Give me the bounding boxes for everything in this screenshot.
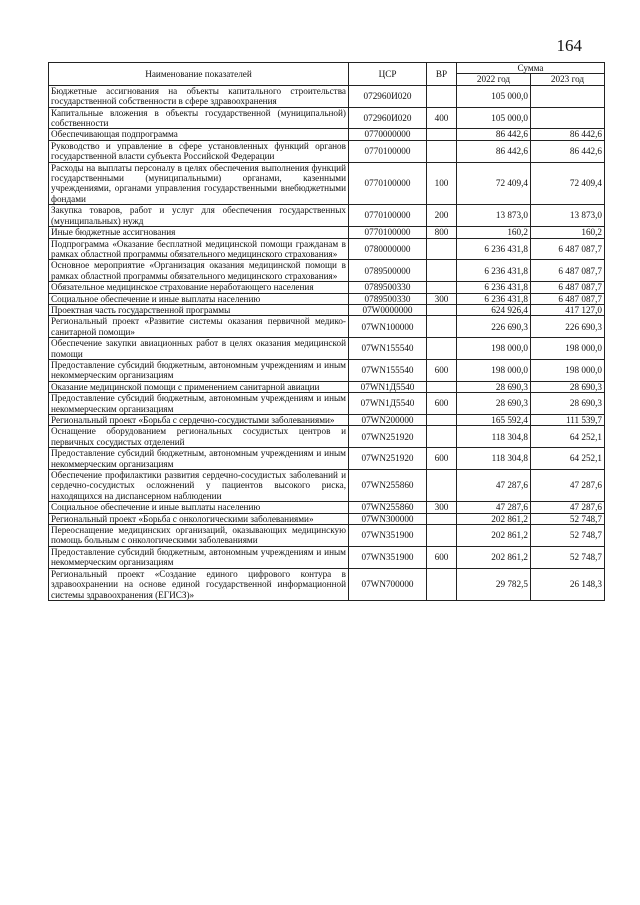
row-csr-cell: 07WN155540 [349,359,427,381]
row-csr-cell: 07WN251920 [349,426,427,448]
row-csr-cell: 07WN351900 [349,525,427,547]
row-sum-2023-cell: 111 539,7 [531,415,605,426]
row-name-cell: Переоснащение медицинских организаций, оказывающих медицинскую помощь больным с онкологическими заболеваниями [49,525,349,547]
row-sum-2023-cell: 6 487 087,7 [531,282,605,293]
row-name-cell: Предоставление субсидий бюджетным, автономным учреждениям и иным некоммерческим организациям [49,359,349,381]
row-sum-2023-cell: 198 000,0 [531,359,605,381]
table-body [49,85,605,600]
row-csr-cell: 0770100000 [349,162,427,205]
table-row [49,426,605,448]
row-sum-2023-cell: 52 748,7 [531,513,605,524]
row-csr-cell: 07WN300000 [349,513,427,524]
row-csr-cell: 07WN1Д5540 [349,393,427,415]
row-sum-2023-cell: 28 690,3 [531,393,605,415]
row-sum-2023-cell: 198 000,0 [531,338,605,360]
row-sum-2022-cell: 6 236 431,8 [457,260,531,282]
table-row [49,448,605,470]
table-row [49,129,605,140]
table-row [49,293,605,304]
row-name-cell: Обеспечение закупки авиационных работ в целях оказания медицинской помощи [49,338,349,360]
row-name-cell: Региональный проект «Борьба с сердечно-сосудистыми заболеваниями» [49,415,349,426]
row-vr-cell [427,282,457,293]
row-name-cell: Бюджетные ассигнования на объекты капитального строительства государственной собственности в сфере здравоохранения [49,85,349,107]
row-sum-2023-cell: 417 127,0 [531,304,605,315]
row-sum-2022-cell: 13 873,0 [457,205,531,227]
row-sum-2023-cell: 226 690,3 [531,316,605,338]
row-sum-2022-cell: 624 926,4 [457,304,531,315]
row-sum-2022-cell: 47 287,6 [457,502,531,513]
table-row [49,238,605,260]
row-sum-2022-cell: 6 236 431,8 [457,293,531,304]
table-header [49,63,605,86]
row-csr-cell: 0789500330 [349,282,427,293]
header-vr: ВР [427,63,457,86]
table-row [49,470,605,502]
row-sum-2022-cell: 29 782,5 [457,568,531,600]
row-csr-cell: 07W0000000 [349,304,427,315]
table-row [49,205,605,227]
row-sum-2022-cell: 202 861,2 [457,546,531,568]
row-sum-2023-cell: 64 252,1 [531,426,605,448]
row-sum-2023-cell: 6 487 087,7 [531,293,605,304]
row-sum-2023-cell: 47 287,6 [531,502,605,513]
row-sum-2022-cell: 118 304,8 [457,448,531,470]
row-name-cell: Расходы на выплаты персоналу в целях обеспечения выполнения функций государственными (муниципальными) органами, казенными учреждениями, органами управления государственными внебюджетными фондами [49,162,349,205]
header-sum: Сумма [457,63,605,74]
row-sum-2023-cell: 64 252,1 [531,448,605,470]
row-vr-cell [427,426,457,448]
row-name-cell: Закупка товаров, работ и услуг для обеспечения государственных (муниципальных) нужд [49,205,349,227]
row-vr-cell [427,381,457,392]
row-sum-2022-cell: 165 592,4 [457,415,531,426]
row-name-cell: Предоставление субсидий бюджетным, автономным учреждениям и иным некоммерческим организациям [49,393,349,415]
row-name-cell: Предоставление субсидий бюджетным, автономным учреждениям и иным некоммерческим организациям [49,546,349,568]
row-vr-cell: 600 [427,393,457,415]
row-sum-2023-cell [531,107,605,129]
row-csr-cell: 07WN351900 [349,546,427,568]
row-sum-2023-cell: 13 873,0 [531,205,605,227]
row-sum-2022-cell: 28 690,3 [457,381,531,392]
row-name-cell: Социальное обеспечение и иные выплаты населению [49,502,349,513]
row-sum-2022-cell: 160,2 [457,227,531,238]
row-csr-cell: 07WN255860 [349,470,427,502]
row-csr-cell: 0770100000 [349,205,427,227]
row-csr-cell: 0770100000 [349,140,427,162]
row-csr-cell: 07WN200000 [349,415,427,426]
row-sum-2022-cell: 202 861,2 [457,525,531,547]
table-row [49,227,605,238]
table-row [49,513,605,524]
header-name: Наименование показателей [49,63,349,86]
row-name-cell: Обязательное медицинское страхование неработающего населения [49,282,349,293]
table-row [49,525,605,547]
row-sum-2023-cell: 52 748,7 [531,525,605,547]
row-name-cell: Региональный проект «Создание единого цифрового контура в здравоохранении на основе единой государственной информационной системы здравоохранения (ЕГИСЗ)» [49,568,349,600]
header-year-2022: 2022 год [457,74,531,85]
table-row [49,85,605,107]
row-vr-cell [427,260,457,282]
row-vr-cell: 400 [427,107,457,129]
row-vr-cell [427,140,457,162]
row-vr-cell [427,338,457,360]
row-name-cell: Иные бюджетные ассигнования [49,227,349,238]
row-vr-cell [427,415,457,426]
row-sum-2022-cell: 47 287,6 [457,470,531,502]
row-vr-cell: 600 [427,448,457,470]
row-sum-2022-cell: 105 000,0 [457,85,531,107]
row-sum-2022-cell: 86 442,6 [457,140,531,162]
row-csr-cell: 07WN155540 [349,338,427,360]
table-row [49,107,605,129]
row-name-cell: Проектная часть государственной программы [49,304,349,315]
table-row [49,546,605,568]
row-vr-cell: 300 [427,502,457,513]
table-row [49,304,605,315]
row-vr-cell [427,525,457,547]
row-sum-2023-cell: 6 487 087,7 [531,238,605,260]
row-vr-cell [427,304,457,315]
row-csr-cell: 0789500000 [349,260,427,282]
table-row [49,381,605,392]
row-name-cell: Предоставление субсидий бюджетным, автономным учреждениям и иным некоммерческим организациям [49,448,349,470]
row-sum-2023-cell: 6 487 087,7 [531,260,605,282]
row-vr-cell: 200 [427,205,457,227]
row-sum-2023-cell: 52 748,7 [531,546,605,568]
table-row [49,568,605,600]
row-csr-cell: 07WN255860 [349,502,427,513]
row-sum-2022-cell: 202 861,2 [457,513,531,524]
row-sum-2022-cell: 28 690,3 [457,393,531,415]
row-sum-2023-cell [531,85,605,107]
row-sum-2023-cell: 72 409,4 [531,162,605,205]
table-row [49,260,605,282]
row-name-cell: Обеспечение профилактики развития сердечно-сосудистых заболеваний и сердечно-сосудистых осложнений у пациентов высокого риска, находящихся на диспансерном наблюдении [49,470,349,502]
row-sum-2022-cell: 86 442,6 [457,129,531,140]
row-sum-2022-cell: 198 000,0 [457,359,531,381]
row-name-cell: Подпрограмма «Оказание бесплатной медицинской помощи гражданам в рамках областной программы обязательного медицинского страхования» [49,238,349,260]
row-name-cell: Социальное обеспечение и иные выплаты населению [49,293,349,304]
table-row [49,338,605,360]
row-sum-2022-cell: 72 409,4 [457,162,531,205]
row-sum-2023-cell: 86 442,6 [531,129,605,140]
row-name-cell: Руководство и управление в сфере установленных функций органов государственной власти субъекта Российской Федерации [49,140,349,162]
row-vr-cell [427,513,457,524]
row-vr-cell: 300 [427,293,457,304]
header-csr: ЦСР [349,63,427,86]
row-name-cell: Обеспечивающая подпрограмма [49,129,349,140]
row-sum-2023-cell: 86 442,6 [531,140,605,162]
row-name-cell: Оснащение оборудованием региональных сосудистых центров и первичных сосудистых отделений [49,426,349,448]
row-csr-cell: 07WN700000 [349,568,427,600]
row-name-cell: Региональный проект «Борьба с онкологическими заболеваниями» [49,513,349,524]
row-sum-2022-cell: 6 236 431,8 [457,238,531,260]
row-csr-cell: 07WN251920 [349,448,427,470]
table-row [49,162,605,205]
row-csr-cell: 072960И020 [349,85,427,107]
row-vr-cell [427,129,457,140]
row-vr-cell [427,85,457,107]
header-year-2023: 2023 год [531,74,605,85]
row-csr-cell: 0770000000 [349,129,427,140]
row-vr-cell [427,470,457,502]
row-vr-cell: 100 [427,162,457,205]
row-sum-2022-cell: 198 000,0 [457,338,531,360]
table-row [49,393,605,415]
row-sum-2022-cell: 105 000,0 [457,107,531,129]
table-row [49,359,605,381]
row-csr-cell: 0789500330 [349,293,427,304]
row-sum-2023-cell: 160,2 [531,227,605,238]
row-name-cell: Основное мероприятие «Организация оказания медицинской помощи в рамках областной программы обязательного медицинского страхования» [49,260,349,282]
page-number: 164 [556,36,582,55]
row-vr-cell [427,238,457,260]
row-csr-cell: 0780000000 [349,238,427,260]
row-sum-2023-cell: 26 148,3 [531,568,605,600]
row-sum-2022-cell: 118 304,8 [457,426,531,448]
row-sum-2023-cell: 28 690,3 [531,381,605,392]
row-csr-cell: 07WN100000 [349,316,427,338]
row-name-cell: Оказание медицинской помощи с применением санитарной авиации [49,381,349,392]
row-csr-cell: 07WN1Д5540 [349,381,427,392]
row-name-cell: Региональный проект «Развитие системы оказания первичной медико-санитарной помощи» [49,316,349,338]
row-name-cell: Капитальные вложения в объекты государственной (муниципальной) собственности [49,107,349,129]
row-vr-cell [427,316,457,338]
row-csr-cell: 0770100000 [349,227,427,238]
table-row [49,282,605,293]
budget-table [48,62,605,601]
row-csr-cell: 072960И020 [349,107,427,129]
row-vr-cell: 600 [427,546,457,568]
row-sum-2022-cell: 6 236 431,8 [457,282,531,293]
row-vr-cell [427,568,457,600]
row-vr-cell: 800 [427,227,457,238]
row-vr-cell: 600 [427,359,457,381]
row-sum-2022-cell: 226 690,3 [457,316,531,338]
table-row [49,140,605,162]
table-row [49,316,605,338]
row-sum-2023-cell: 47 287,6 [531,470,605,502]
table-row [49,415,605,426]
table-row [49,502,605,513]
